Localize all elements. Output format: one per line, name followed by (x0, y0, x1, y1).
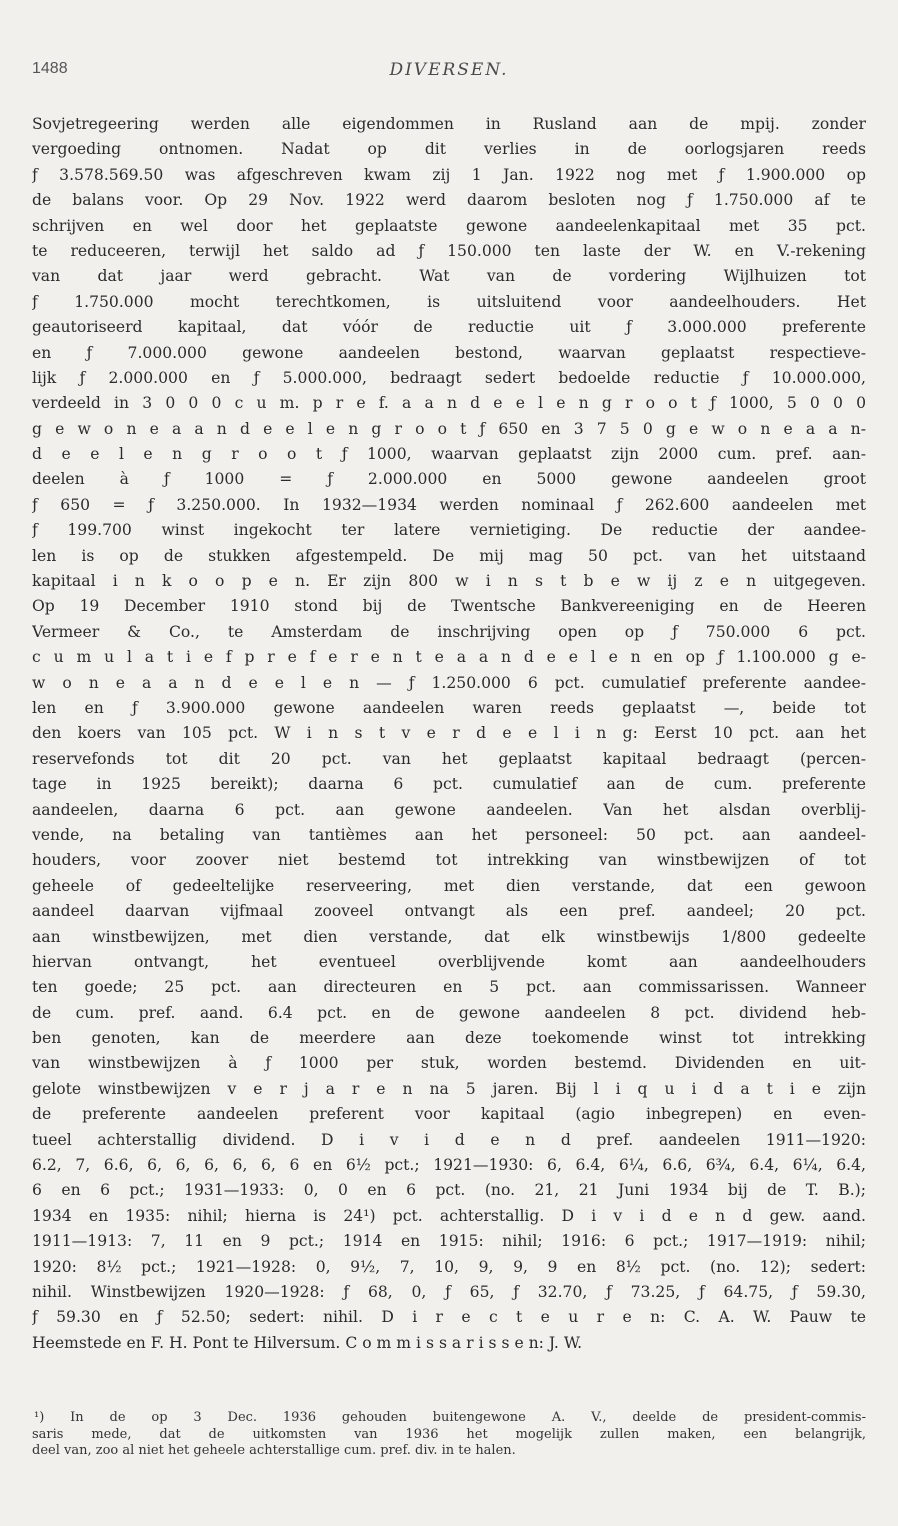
footnote-line: saris mede, dat de uitkomsten van 1936 het mogelijk zullen maken, een belangrijk, (32, 1426, 866, 1442)
body-line: 6 en 6 pct.; 1931—1933: 0, 0 en 6 pct. (no. 21, 21 Juni 1934 bij de T. B.); (32, 1181, 866, 1200)
body-line: ten goede; 25 pct. aan directeuren en 5 pct. aan commissarissen. Wanneer (32, 978, 866, 997)
body-line: te reduceeren, terwijl het saldo ad ƒ 150.000 ten laste der W. en V.-rekening (32, 241, 866, 260)
body-line: lijk ƒ 2.000.000 en ƒ 5.000.000, bedraagt sedert bedoelde reductie ƒ 10.000.000, (32, 368, 866, 387)
page-header (32, 60, 866, 86)
body-line: aan winstbewijzen, met dien verstande, dat elk winstbewijs 1/800 gedeelte (32, 927, 866, 946)
body-line: den koers van 105 pct. W i n s t v e r d e e l i n g: Eerst 10 pct. aan het (32, 724, 866, 743)
body-line: de cum. pref. aand. 6.4 pct. en de gewone aandeelen 8 pct. dividend heb- (32, 1003, 866, 1022)
body-line: deelen à ƒ 1000 = ƒ 2.000.000 en 5000 gewone aandeelen groot (32, 470, 866, 489)
body-line: nihil. Winstbewijzen 1920—1928: ƒ 68, 0, ƒ 65, ƒ 32.70, ƒ 73.25, ƒ 64.75, ƒ 59.30, (32, 1282, 866, 1301)
body-line: de preferente aandeelen preferent voor kapitaal (agio inbegrepen) en even- (32, 1105, 866, 1124)
body-line: tage in 1925 bereikt); daarna 6 pct. cumulatief aan de cum. preferente (32, 775, 866, 794)
body-line: g e w o n e a a n d e e l e n g r o o t ƒ 650 en 3 7 5 0 g e w o n e a a n- (32, 419, 866, 438)
running-title: DIVERSEN. (389, 60, 509, 80)
body-line: ƒ 1.750.000 mocht terechtkomen, is uitsluitend voor aandeelhouders. Het (32, 292, 866, 311)
body-line: geautoriseerd kapitaal, dat vóór de reductie uit ƒ 3.000.000 preferente (32, 318, 866, 337)
body-line: kapitaal i n k o o p e n. Er zijn 800 w i n s t b e w ij z e n uitgegeven. (32, 572, 866, 591)
body-line: aandeel daarvan vijfmaal zooveel ontvangt als een pref. aandeel; 20 pct. (32, 902, 866, 921)
body-line: vergoeding ontnomen. Nadat op dit verlies in de oorlogsjaren reeds (32, 140, 866, 159)
body-line: ben genoten, kan de meerdere aan deze toekomende winst tot intrekking (32, 1029, 866, 1048)
body-line: vende, na betaling van tantièmes aan het personeel: 50 pct. aan aandeel- (32, 825, 866, 844)
body-line: 6.2, 7, 6.6, 6, 6, 6, 6, 6, 6 en 6½ pct.; 1921—1930: 6, 6.4, 6¼, 6.6, 6¾, 6.4, 6¼, 6.4, (32, 1156, 866, 1175)
body-line: schrijven en wel door het geplaatste gewone aandeelenkapitaal met 35 pct. (32, 216, 866, 235)
body-line: 1920: 8½ pct.; 1921—1928: 0, 9½, 7, 10, 9, 9, 9 en 8½ pct. (no. 12); sedert: (32, 1257, 866, 1276)
footnote (32, 1410, 866, 1460)
body-line: gelote winstbewijzen v e r j a r e n na 5 jaren. Bij l i q u i d a t i e zijn (32, 1079, 866, 1098)
body-line: ƒ 59.30 en ƒ 52.50; sedert: nihil. D i r e c t e u r e n: C. A. W. Pauw te (32, 1308, 866, 1327)
body-line: Heemstede en F. H. Pont te Hilversum. C o m m i s s a r i s s e n: J. W. (32, 1333, 583, 1352)
body-line: w o n e a a n d e e l e n — ƒ 1.250.000 6 pct. cumulatief preferente aandee- (32, 673, 866, 692)
body-line: van dat jaar werd gebracht. Wat van de vordering Wijlhuizen tot (32, 267, 866, 286)
body-line: houders, voor zoover niet bestemd tot intrekking van winstbewijzen of tot (32, 851, 866, 870)
body-line: en ƒ 7.000.000 gewone aandeelen bestond, waarvan geplaatst respectieve- (32, 343, 866, 362)
body-line: ƒ 650 = ƒ 3.250.000. In 1932—1934 werden nominaal ƒ 262.600 aandeelen met (32, 495, 866, 514)
body-line: 1934 en 1935: nihil; hierna is 24¹) pct. achterstallig. D i v i d e n d gew. aand. (32, 1206, 866, 1225)
body-line: reservefonds tot dit 20 pct. van het geplaatst kapitaal bedraagt (percen- (32, 749, 866, 768)
body-line: c u m u l a t i e f p r e f e r e n t e a a n d e e l e n en op ƒ 1.100.000 g e- (32, 648, 866, 667)
body-line: Op 19 December 1910 stond bij de Twentsche Bankvereeniging en de Heeren (32, 597, 866, 616)
body-line: verdeeld in 3 0 0 0 c u m. p r e f. a a n d e e l e n g r o o t ƒ 1000, 5 0 0 0 (32, 394, 866, 413)
body-line: de balans voor. Op 29 Nov. 1922 werd daarom besloten nog ƒ 1.750.000 af te (32, 191, 866, 210)
body-line: Vermeer & Co., te Amsterdam de inschrijving open op ƒ 750.000 6 pct. (32, 622, 866, 641)
body-text (32, 112, 866, 1356)
body-line: ƒ 3.578.569.50 was afgeschreven kwam zij 1 Jan. 1922 nog met ƒ 1.900.000 op (32, 165, 866, 184)
body-line: aandeelen, daarna 6 pct. aan gewone aandeelen. Van het alsdan overblij- (32, 800, 866, 819)
body-line: hiervan ontvangt, het eventueel overblijvende komt aan aandeelhouders (32, 952, 866, 971)
body-line: tueel achterstallig dividend. D i v i d e n d pref. aandeelen 1911—1920: (32, 1130, 866, 1149)
footnote-line: deel van, zoo al niet het geheele achterstallige cum. pref. div. in te halen. (32, 1443, 516, 1458)
body-line: geheele of gedeeltelijke reserveering, met dien verstande, dat een gewoon (32, 876, 866, 895)
body-line: d e e l e n g r o o t ƒ 1000, waarvan geplaatst zijn 2000 cum. pref. aan- (32, 445, 866, 464)
body-line: 1911—1913: 7, 11 en 9 pct.; 1914 en 1915: nihil; 1916: 6 pct.; 1917—1919: nihil; (32, 1232, 866, 1251)
page-number: 1488 (32, 60, 68, 77)
body-line: van winstbewijzen à ƒ 1000 per stuk, worden bestemd. Dividenden en uit- (32, 1054, 866, 1073)
body-line: ƒ 199.700 winst ingekocht ter latere vernietiging. De reductie der aandee- (32, 521, 866, 540)
footnote-line: ¹) In de op 3 Dec. 1936 gehouden buitengewone A. V., deelde de president-commis- (34, 1410, 866, 1425)
body-line: len en ƒ 3.900.000 gewone aandeelen waren reeds geplaatst —, beide tot (32, 698, 866, 717)
body-line: Sovjetregeering werden alle eigendommen in Rusland aan de mpij. zonder (32, 115, 866, 133)
body-line: len is op de stukken afgestempeld. De mij mag 50 pct. van het uitstaand (32, 546, 866, 565)
